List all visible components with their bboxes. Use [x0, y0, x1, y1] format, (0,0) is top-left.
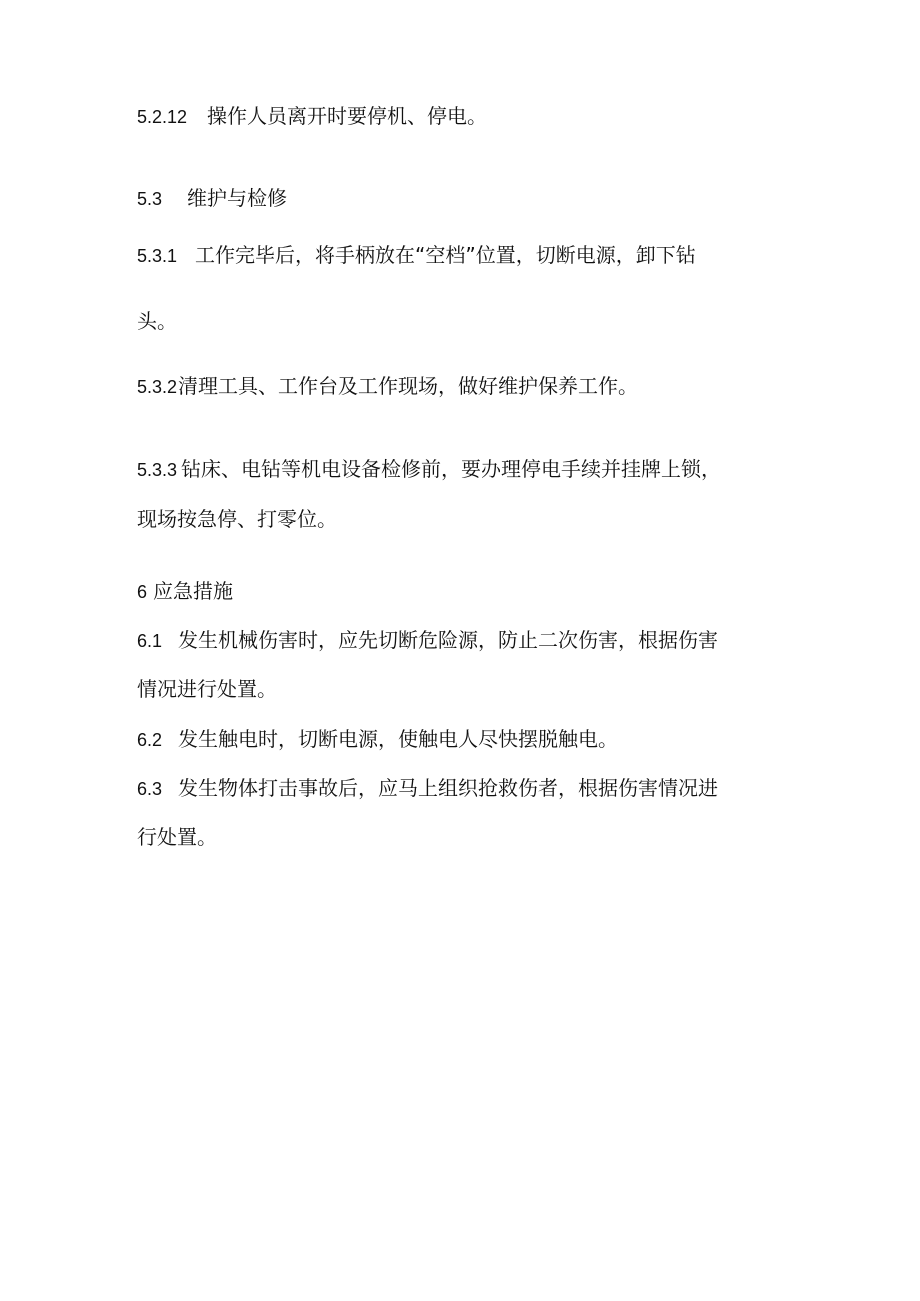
- section-number: 6: [137, 582, 148, 602]
- clause-text: 钻床、电钻等机电设备检修前，要办理停电手续并挂牌上锁，: [181, 457, 721, 481]
- clause-number: 5.3.3: [137, 460, 178, 480]
- clause-number: 6.3: [137, 779, 163, 799]
- clause-5-3-3: [137, 455, 721, 483]
- clause-5-2-12: [137, 102, 487, 130]
- clause-5-3-2: [137, 372, 638, 400]
- section-heading-6: [137, 577, 233, 605]
- clause-number: 5.3.1: [137, 246, 178, 266]
- clause-number: 6.1: [137, 631, 163, 651]
- clause-number: 5.3.2: [137, 377, 178, 397]
- clause-text-continued: 头。: [137, 309, 177, 333]
- clause-number: 6.2: [137, 730, 163, 750]
- section-heading-5-3: [137, 184, 287, 212]
- clause-5-3-1-continued: [137, 307, 177, 335]
- clause-text-continued: 情况进行处置。: [137, 677, 277, 701]
- clause-6-3: [137, 774, 718, 802]
- clause-text-continued: 现场按急停、打零位。: [137, 507, 337, 531]
- clause-text: 发生物体打击事故后，应马上组织抢救伤者，根据伤害情况进: [178, 776, 718, 800]
- clause-6-1: [137, 626, 718, 654]
- clause-5-3-3-continued: [137, 505, 337, 533]
- clause-5-3-1: [137, 241, 696, 269]
- clause-text-continued: 行处置。: [137, 825, 217, 849]
- clause-text: 操作人员离开时要停机、停电。: [207, 104, 487, 128]
- clause-text: 清理工具、工作台及工作现场，做好维护保养工作。: [178, 374, 638, 398]
- clause-number: 5.2.12: [137, 107, 188, 127]
- clause-text: 发生机械伤害时，应先切断危险源，防止二次伤害，根据伤害: [178, 628, 718, 652]
- clause-6-1-continued: [137, 675, 277, 703]
- clause-6-2: [137, 725, 618, 753]
- clause-6-3-continued: [137, 823, 217, 851]
- clause-text: 发生触电时，切断电源，使触电人尽快摆脱触电。: [178, 727, 618, 751]
- clause-text: 工作完毕后，将手柄放在“空档”位置，切断电源，卸下钻: [195, 243, 696, 267]
- section-title: 应急措施: [153, 579, 233, 603]
- section-title: 维护与检修: [187, 186, 287, 210]
- section-number: 5.3: [137, 189, 163, 209]
